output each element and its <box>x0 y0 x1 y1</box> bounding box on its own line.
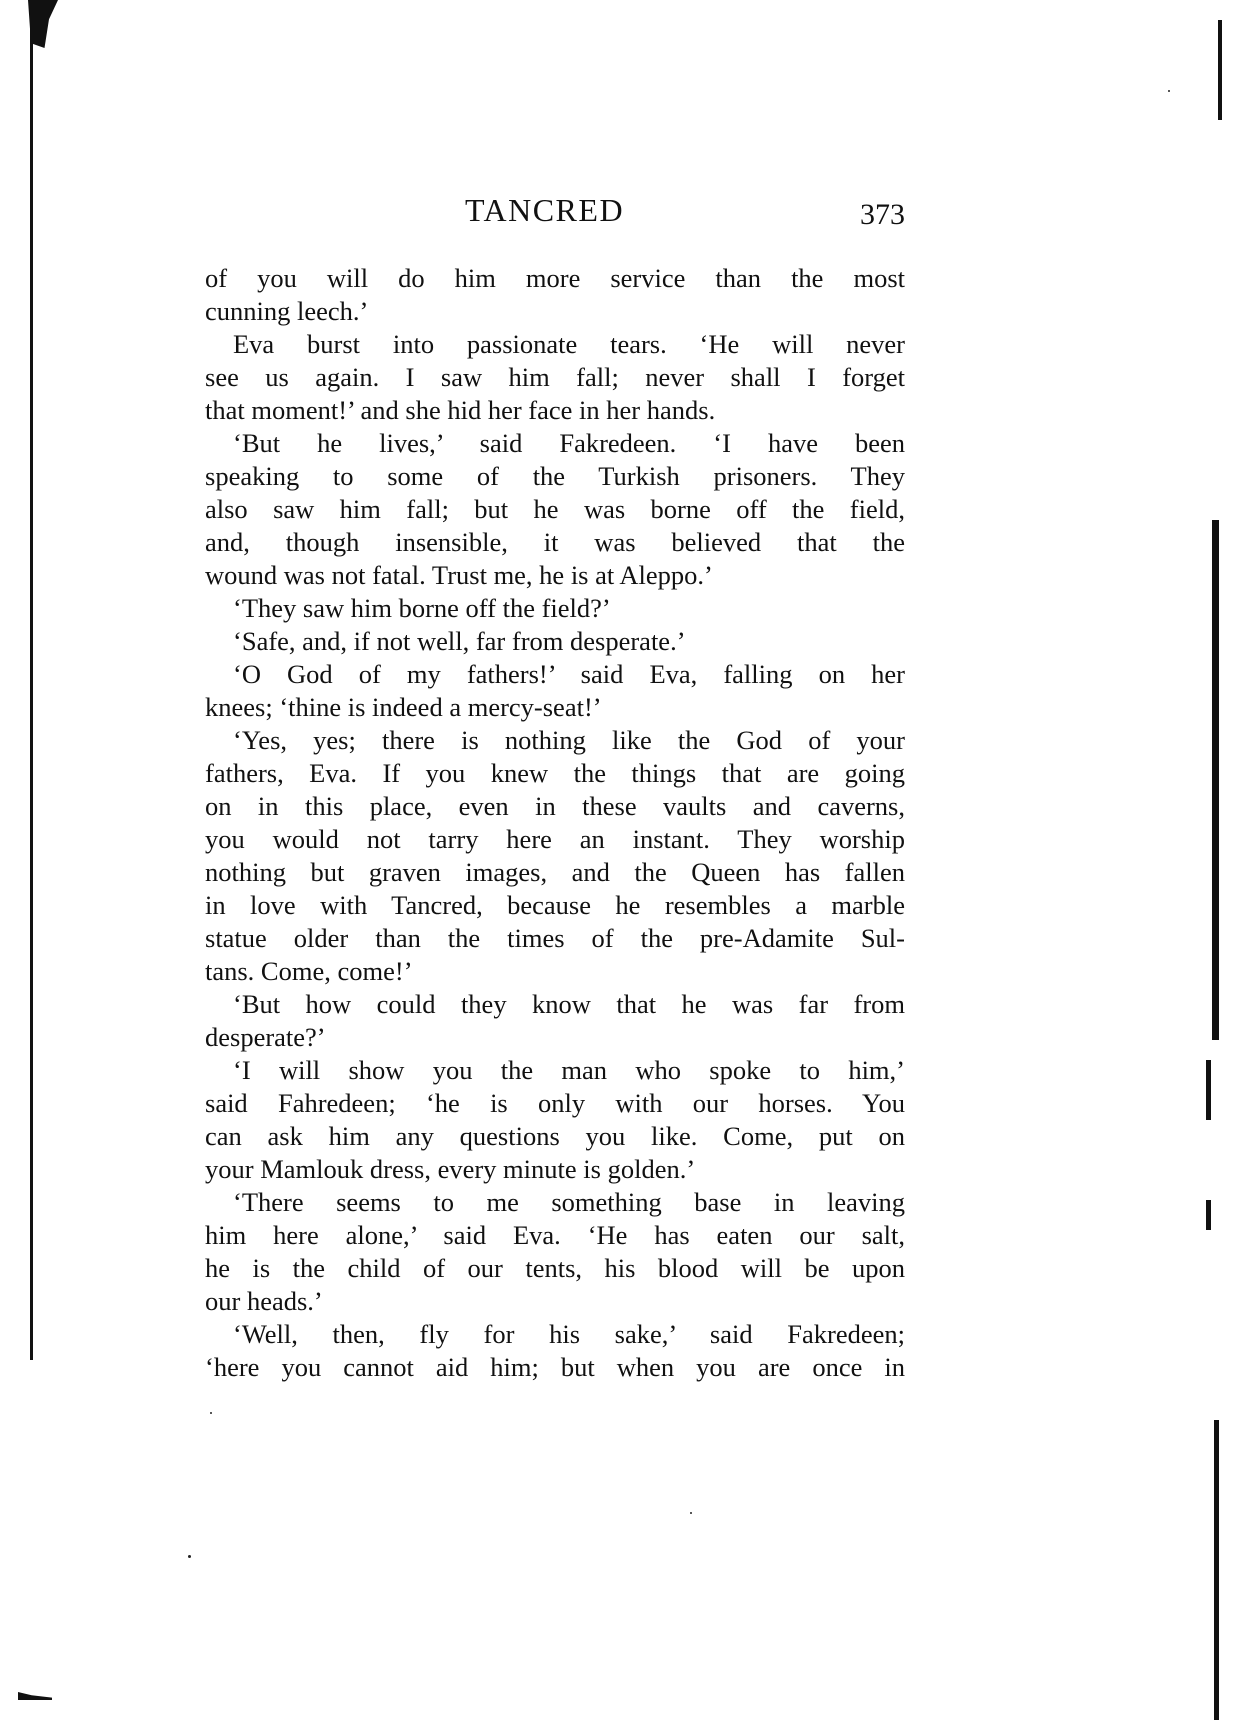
text-line: ‘I will show you the man who spoke to him,’ <box>233 1055 905 1085</box>
text-line: Eva burst into passionate tears. ‘He will never <box>233 329 905 359</box>
page-edge-shadow <box>1206 1060 1211 1120</box>
text-line: he is the child of our tents, his blood will be upon <box>205 1253 905 1283</box>
text-line: ‘But he lives,’ said Fakredeen. ‘I have been <box>233 428 905 458</box>
text-line: you would not tarry here an instant. They worship <box>205 824 905 854</box>
gutter-shadow <box>30 0 33 1360</box>
dust-speck <box>690 1512 692 1514</box>
text-line: ‘There seems to me something base in leaving <box>233 1187 905 1217</box>
dust-speck <box>210 1412 212 1414</box>
text-line: that moment!’ and she hid her face in her hands. <box>205 395 716 425</box>
running-head <box>205 192 905 242</box>
text-line: ‘here you cannot aid him; but when you are once in <box>205 1352 905 1382</box>
text-line: ‘Safe, and, if not well, far from desperate.’ <box>233 626 686 656</box>
text-line: said Fahredeen; ‘he is only with our horses. You <box>205 1088 905 1118</box>
page-edge-shadow <box>1206 1200 1211 1230</box>
text-line: tans. Come, come!’ <box>205 956 413 986</box>
text-line: on in this place, even in these vaults and caverns, <box>205 791 905 821</box>
text-line: desperate?’ <box>205 1022 326 1052</box>
text-line: also saw him fall; but he was borne off the field, <box>205 494 905 524</box>
text-line: wound was not fatal. Trust me, he is at Aleppo.’ <box>205 560 713 590</box>
dust-speck <box>1168 90 1170 92</box>
text-line: speaking to some of the Turkish prisoners. They <box>205 461 905 491</box>
text-line: in love with Tancred, because he resembles a marble <box>205 890 905 920</box>
text-line: and, though insensible, it was believed that the <box>205 527 905 557</box>
text-line: ‘Yes, yes; there is nothing like the God of your <box>233 725 905 755</box>
scan-mark <box>18 1692 52 1700</box>
text-line: our heads.’ <box>205 1286 323 1316</box>
text-line: see us again. I saw him fall; never shall I forget <box>205 362 905 392</box>
text-line: nothing but graven images, and the Queen has fallen <box>205 857 905 887</box>
text-line: ‘They saw him borne off the field?’ <box>233 593 611 623</box>
text-line: fathers, Eva. If you knew the things that are going <box>205 758 905 788</box>
text-line: of you will do him more service than the most <box>205 263 905 293</box>
text-line: your Mamlouk dress, every minute is golden.’ <box>205 1154 696 1184</box>
text-line: statue older than the times of the pre-Adamite Sul- <box>205 923 905 953</box>
page-edge-shadow <box>1212 520 1219 1040</box>
running-title: TANCRED <box>465 192 625 228</box>
text-line: knees; ‘thine is indeed a mercy-seat!’ <box>205 692 602 722</box>
text-line: ‘But how could they know that he was far from <box>233 989 905 1019</box>
dust-speck <box>188 1555 191 1558</box>
text-line: him here alone,’ said Eva. ‘He has eaten our salt, <box>205 1220 905 1250</box>
text-line: ‘Well, then, fly for his sake,’ said Fakredeen; <box>233 1319 905 1349</box>
text-line: can ask him any questions you like. Come, put on <box>205 1121 905 1151</box>
page-edge-shadow <box>1218 20 1222 120</box>
body-text <box>205 262 905 1384</box>
page-edge-shadow <box>1214 1420 1219 1720</box>
text-line: cunning leech.’ <box>205 296 369 326</box>
text-line: ‘O God of my fathers!’ said Eva, falling on her <box>233 659 905 689</box>
page-number: 373 <box>860 198 905 231</box>
